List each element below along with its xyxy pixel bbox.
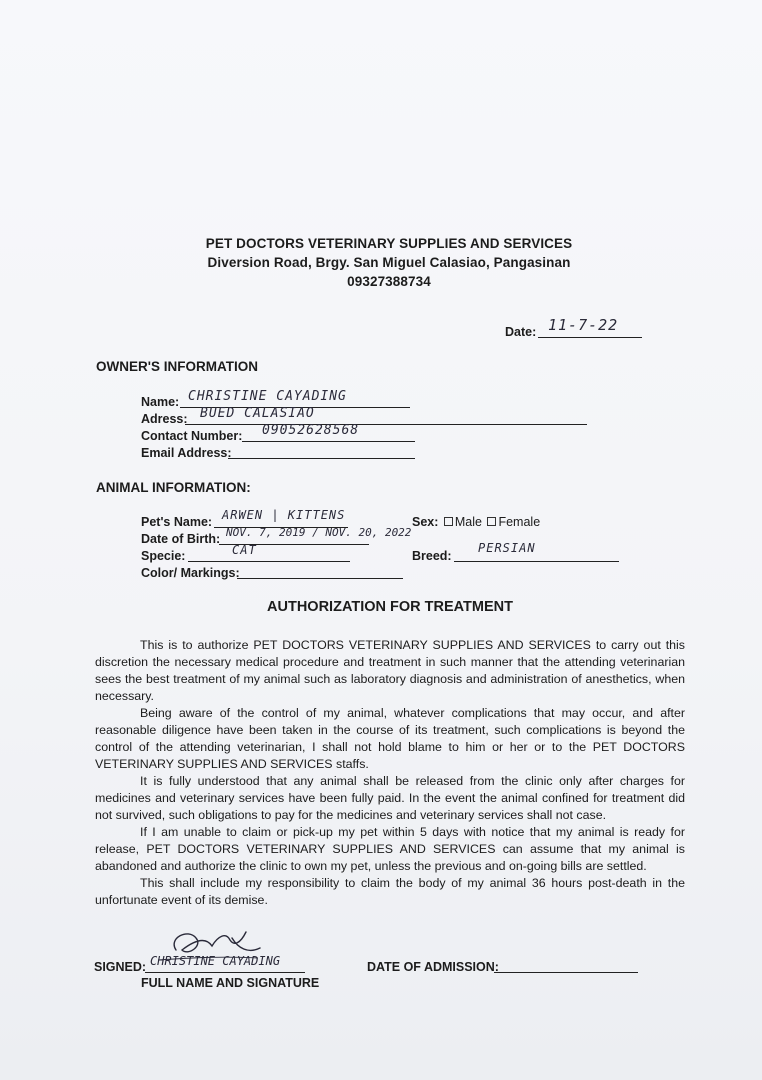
signature-caption: FULL NAME AND SIGNATURE [141,976,320,990]
date-value: 11-7-22 [548,316,619,334]
authorization-paragraph-3: It is fully understood that any animal shall be released from the clinic only after charges for medicines and veterinary services have been fully paid. In the event the animal confined for treatment did not survived, such obligations to pay for the medicines and veterinary services shall not case. [95,774,685,822]
sex-female-label: Female [498,515,541,529]
breed-label: Breed: [412,549,452,563]
dob-value: NOV. 7, 2019 / NOV. 20, 2022 [226,526,412,539]
owner-section-title: OWNER'S INFORMATION [96,359,258,374]
admission-date-label: DATE OF ADMISSION: [367,960,499,974]
pet-name-value: ARWEN | KITTENS [222,508,346,522]
owner-contact-value: 09052628568 [262,423,360,438]
specie-line [188,561,350,562]
color-label: Color/ Markings: [141,566,240,580]
sex-female-checkbox[interactable] [487,517,496,526]
owner-address-label: Adress: [141,412,188,426]
authorization-paragraph-4: If I am unable to claim or pick-up my pet within 5 days with notice that my animal is ready for release, PET DOCTORS VETERINARY SUPPLIES AND SERVICES can assume that my animal is abandoned and authorize the clinic to own my pet, unless the previous and on-going bills are settled. [95,825,685,873]
company-phone: 09327388734 [347,274,431,289]
owner-email-line [228,458,415,459]
breed-value: PERSIAN [478,541,536,555]
specie-value: CAT [232,543,257,557]
sex-label: Sex: [412,515,439,529]
color-line [237,578,403,579]
owner-address-line [185,424,587,425]
signed-label: SIGNED: [94,960,147,974]
sex-male-label: Male [454,515,482,529]
authorization-paragraph-5: This shall include my responsibility to claim the body of my animal 36 hours post-death in the unfortunate event of its demise. [95,876,685,907]
signed-value: CHRISTINE CAYADING [150,954,281,968]
authorization-paragraph-1: This is to authorize PET DOCTORS VETERINARY SUPPLIES AND SERVICES to carry out this discretion the necessary medical procedure and treatment in such manner that the attending veterinarian sees the best treatment of my animal such as laboratory diagnosis and administration of anesthetics, when necessary. [95,638,685,703]
company-address: Diversion Road, Brgy. San Miguel Calasiao, Pangasinan [207,255,571,270]
date-label: Date: [505,325,537,339]
owner-name-label: Name: [141,395,180,409]
dob-label: Date of Birth: [141,532,221,546]
authorization-paragraph-2: Being aware of the control of my animal, whatever complications that may occur, and after reasonable diligence have been taken in the course of its treatment, such complications is beyond the control of the attending veterinarian, I shall not hold blame to him or her or to the PET DOCTORS VETERINARY SUPPLIES AND SERVICES staffs. [95,706,685,771]
date-line [538,337,642,338]
admission-date-line [494,972,638,973]
pet-name-label: Pet's Name: [141,515,213,529]
authorization-body [95,637,685,909]
owner-contact-label: Contact Number: [141,429,243,443]
owner-name-value: CHRISTINE CAYADING [188,389,347,404]
company-name: PET DOCTORS VETERINARY SUPPLIES AND SERVICES [205,236,573,251]
owner-address-value: BUED CALASIAO [200,406,315,421]
animal-section-title: ANIMAL INFORMATION: [96,480,251,495]
breed-line [454,561,619,562]
sex-male-checkbox[interactable] [444,517,453,526]
owner-contact-line [242,441,415,442]
specie-label: Specie: [141,549,186,563]
authorization-title: AUTHORIZATION FOR TREATMENT [267,599,513,615]
owner-email-label: Email Address: [141,446,232,460]
signed-line [145,972,305,973]
sex-field [412,515,540,529]
